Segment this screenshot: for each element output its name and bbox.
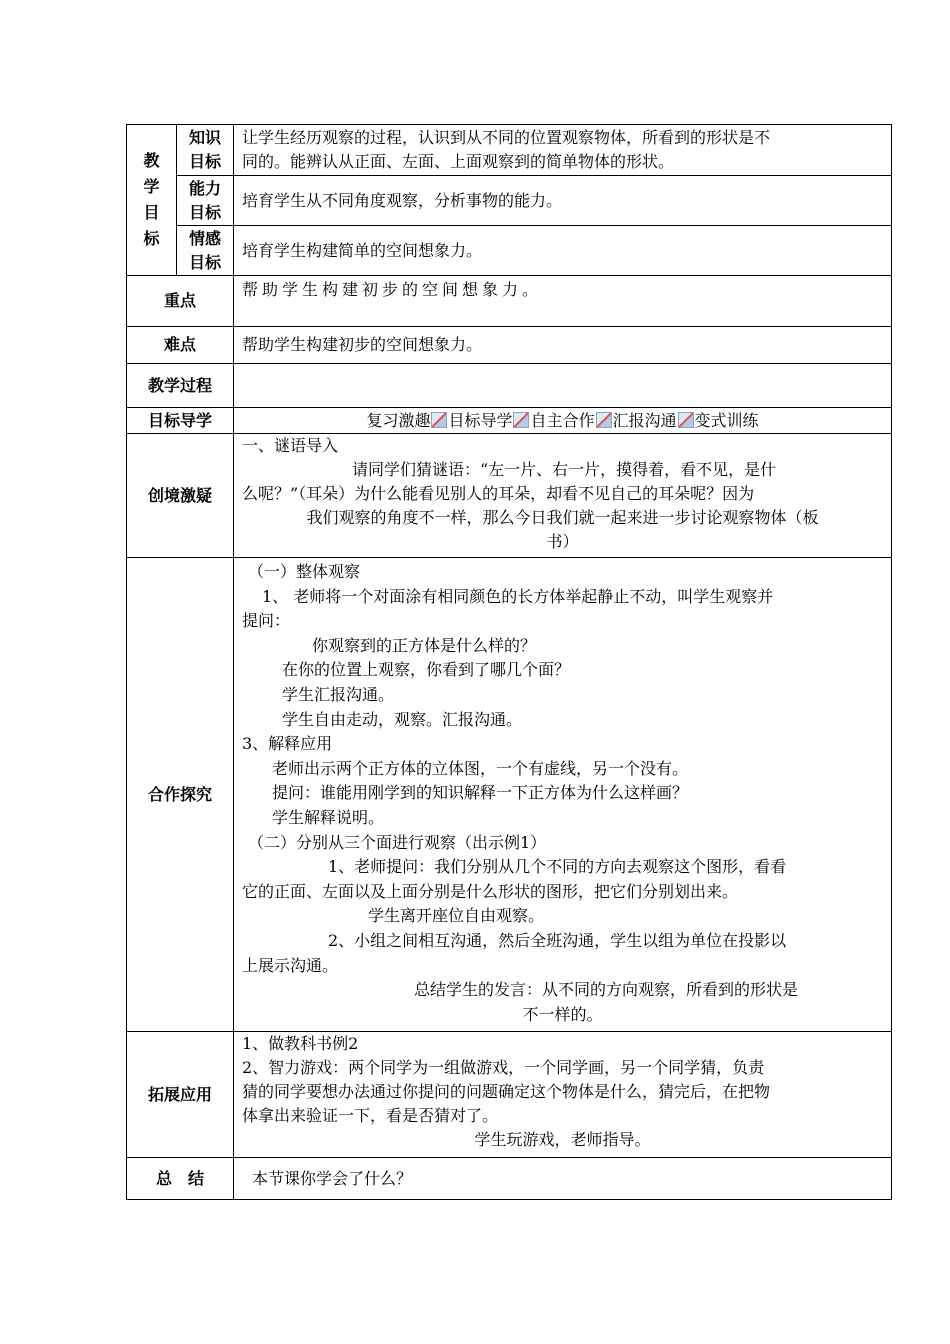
- objectives-label: 教 学 目 标: [127, 125, 177, 276]
- extend-label: 拓展应用: [127, 1032, 234, 1158]
- guide-steps: [234, 408, 892, 434]
- intro-row: [127, 434, 892, 558]
- extend-text: 1、做教科书例2 2、智力游戏：两个同学为一组做游戏，一个同学画，另一个同学猜，负责 猜的同学要想办法通过你提问的问题确定这个物体是什么，猜完后，在把物 体拿出来验证一下，看是否猜对了。 学生玩游戏，老师指导。: [234, 1032, 892, 1158]
- intro-label: 创境激疑: [127, 434, 234, 558]
- guide-row: [127, 408, 892, 434]
- summary-row: [127, 1158, 892, 1200]
- process-row: [127, 364, 892, 408]
- emotion-objective-label: 情感 目标: [177, 226, 234, 276]
- broken-image-icon: [513, 412, 529, 428]
- key-point-label: 重点: [127, 276, 234, 327]
- broken-image-icon: [678, 412, 694, 428]
- key-point-row: [127, 276, 892, 327]
- knowledge-objective-text: 让学生经历观察的过程，认识到从不同的位置观察物体，所看到的形状是不 同的。能辨认从正面、左面、上面观察到的简单物体的形状。: [234, 125, 892, 176]
- key-point-text: 帮助学生构建初步的空间想象力。: [234, 276, 892, 327]
- guide-step: 自主合作: [530, 410, 595, 430]
- emotion-objective-text: 培育学生构建简单的空间想象力。: [234, 226, 892, 276]
- explore-row: [127, 558, 892, 1032]
- ability-objective-label: 能力 目标: [177, 176, 234, 226]
- objective-knowledge-row: [127, 125, 892, 176]
- summary-text: 本节课你学会了什么？: [234, 1158, 892, 1200]
- process-label: 教学过程: [127, 364, 234, 408]
- intro-text: 一、谜语导入 请同学们猜谜语：“左一片、右一片，摸得着，看不见，是什 么呢？”（耳朵）为什么能看见别人的耳朵，却看不见自己的耳朵呢？因为 我们观察的角度不一样，那么今日我们就一起来进一步讨论观察物体（板 书）: [234, 434, 892, 558]
- objective-emotion-row: [127, 226, 892, 276]
- guide-step: 复习激趣: [366, 410, 431, 430]
- guide-label: 目标导学: [127, 408, 234, 434]
- difficulty-label: 难点: [127, 327, 234, 364]
- guide-step: 汇报沟通: [612, 410, 677, 430]
- summary-label: 总 结: [127, 1158, 234, 1200]
- difficulty-row: [127, 327, 892, 364]
- guide-step: 目标导学: [448, 410, 513, 430]
- explore-label: 合作探究: [127, 558, 234, 1032]
- broken-image-icon: [596, 412, 612, 428]
- broken-image-icon: [431, 412, 447, 428]
- guide-step: 变式训练: [694, 410, 759, 430]
- difficulty-text: 帮助学生构建初步的空间想象力。: [234, 327, 892, 364]
- explore-text: （一）整体观察 1、 老师将一个对面涂有相同颜色的长方体举起静止不动，叫学生观察并 提问： 你观察到的正方体是什么样的？ 在你的位置上观察，你看到了哪几个面？ 学生汇报沟通。 学生自由走动，观察。汇报沟通。 3、解释应用 老师出示两个正方体的立体图，一个有虚线，另一个没有。 提问：谁能用刚学到的知识解释一下正方体为什么这样画？ 学生解释说明。 （二）分别从三个面进行观察（出示例1） 1、老师提问：我们分别从几个不同的方向去观察这个图形，看看 它的正面、左面以及上面分别是什么形状的图形，把它们分别划出来。 学生离开座位自由观察。 2、小组之间相互沟通，然后全班沟通，学生以组为单位在投影以 上展示沟通。 总结学生的发言：从不同的方向观察，所看到的形状是 不一样的。: [234, 558, 892, 1032]
- lesson-plan-table: [126, 124, 892, 1200]
- process-text: [234, 364, 892, 408]
- knowledge-objective-label: 知识 目标: [177, 125, 234, 176]
- extend-row: [127, 1032, 892, 1158]
- ability-objective-text: 培育学生从不同角度观察，分析事物的能力。: [234, 176, 892, 226]
- objective-ability-row: [127, 176, 892, 226]
